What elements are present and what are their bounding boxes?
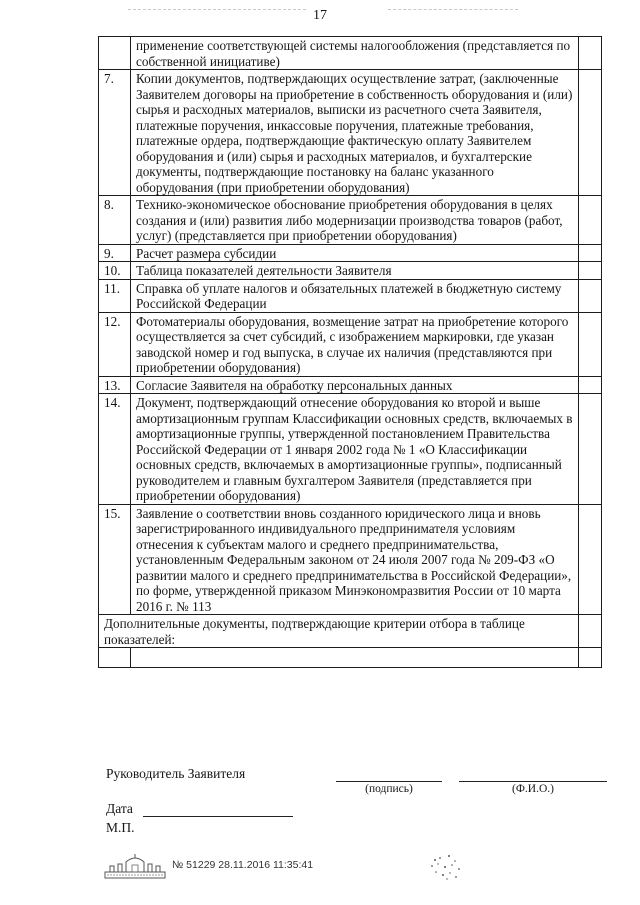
row-text: Справка об уплате налогов и обязательных платежей в бюджетную систему Российской Федерации bbox=[131, 279, 579, 312]
header-divider-left bbox=[128, 9, 306, 10]
row-number: 12. bbox=[99, 312, 131, 376]
registry-stamp-text: № 51229 28.11.2016 11:35:41 bbox=[172, 859, 314, 871]
row-text: Технико-экономическое обоснование приобретения оборудования в целях создания и (или) развития либо модернизации производства товаров (работ, услуг) (представляется при приобретении оборудования) bbox=[131, 196, 579, 245]
row-number: 14. bbox=[99, 394, 131, 505]
row-number: 13. bbox=[99, 376, 131, 394]
additional-documents-text: Дополнительные документы, подтверждающие критерии отбора в таблице показателей: bbox=[99, 615, 579, 648]
row-number: 15. bbox=[99, 504, 131, 615]
table-row bbox=[99, 70, 602, 196]
row-mark-cell bbox=[579, 70, 602, 196]
table-row bbox=[99, 37, 602, 70]
row-number: 11. bbox=[99, 279, 131, 312]
row-mark-cell bbox=[579, 504, 602, 615]
full-name-caption: (Ф.И.О.) bbox=[512, 783, 554, 795]
row-mark-cell bbox=[579, 37, 602, 70]
row-mark-cell bbox=[579, 394, 602, 505]
row-mark-cell bbox=[579, 262, 602, 280]
table-row bbox=[99, 376, 602, 394]
table-row bbox=[99, 196, 602, 245]
table-row bbox=[99, 312, 602, 376]
row-text: Заявление о соответствии вновь созданного юридического лица и вновь зарегистрированного индивидуального предпринимателя условиям отнесения к субъектам малого и среднего предпринимательства, установленным Федеральным законом от 24 июля 2007 года № 209-ФЗ «О развитии малого и среднего предпринимательства в Российской Федерации», по форме, утвержденной приказом Минэкономразвития России от 10 марта 2016 г. № 113 bbox=[131, 504, 579, 615]
row-mark-cell bbox=[579, 376, 602, 394]
full-name-line bbox=[459, 781, 607, 782]
row-mark-cell bbox=[579, 279, 602, 312]
signature-caption: (подпись) bbox=[365, 783, 413, 795]
header-divider-right bbox=[388, 9, 518, 10]
row-number: 7. bbox=[99, 70, 131, 196]
signature-line bbox=[336, 781, 442, 782]
table-row bbox=[99, 279, 602, 312]
row-text: Документ, подтверждающий отнесение оборудования ко второй и выше амортизационным группам Классификации основных средств, включаемых в амортизационные группы, утвержденной постановлением Правительства Российской Федерации от 1 января 2002 года № 1 «О Классификации основных средств, включаемых в амортизационные группы», подписанный руководителем и главным бухгалтером Заявителя (представляется при приобретении оборудования) bbox=[131, 394, 579, 505]
documents-table bbox=[98, 36, 602, 668]
date-line bbox=[143, 816, 293, 817]
row-text: Согласие Заявителя на обработку персональных данных bbox=[131, 376, 579, 394]
page-number: 17 bbox=[313, 8, 327, 23]
date-label: Дата bbox=[106, 801, 133, 816]
table-row bbox=[99, 394, 602, 505]
row-number: 9. bbox=[99, 244, 131, 262]
table-row bbox=[99, 244, 602, 262]
row-mark-cell bbox=[579, 196, 602, 245]
row-text: Копии документов, подтверждающих осуществление затрат, (заключенные Заявителем договоры на приобретение в собственность оборудования и (или) сырья и расходных материалов, выписки из расчетного счета Заявителя, платежные поручения, инкассовые поручения, платежные требования, платежные ордера, подтверждающие фактическую оплату Заявителем оборудования и (или) сырья и расходных материалов, и бухгалтерские документы, подтверждающие постановку на баланс указанного оборудования (при приобретении оборудования) bbox=[131, 70, 579, 196]
row-mark-cell bbox=[579, 648, 602, 668]
empty-number-cell bbox=[99, 648, 131, 668]
applicant-head-label: Руководитель Заявителя bbox=[106, 766, 246, 781]
table-row bbox=[99, 262, 602, 280]
row-number: 8. bbox=[99, 196, 131, 245]
row-text: Таблица показателей деятельности Заявителя bbox=[131, 262, 579, 280]
row-text: Расчет размера субсидии bbox=[131, 244, 579, 262]
row-mark-cell bbox=[579, 615, 602, 648]
scan-marks-icon bbox=[425, 852, 465, 882]
row-number: 10. bbox=[99, 262, 131, 280]
registry-seal-icon bbox=[104, 853, 166, 881]
row-text: применение соответствующей системы налогообложения (представляется по собственной инициативе) bbox=[131, 37, 579, 70]
row-text: Фотоматериалы оборудования, возмещение затрат на приобретение которого осуществляется за счет субсидий, с изображением маркировки, где указан заводской номер и год выпуска, в случае их наличия (представляются при приобретении оборудования) bbox=[131, 312, 579, 376]
additional-documents-row bbox=[99, 615, 602, 648]
row-mark-cell bbox=[579, 312, 602, 376]
empty-text-cell bbox=[131, 648, 579, 668]
table-row bbox=[99, 504, 602, 615]
row-mark-cell bbox=[579, 244, 602, 262]
row-number bbox=[99, 37, 131, 70]
empty-row bbox=[99, 648, 602, 668]
seal-place-label: М.П. bbox=[106, 820, 135, 835]
